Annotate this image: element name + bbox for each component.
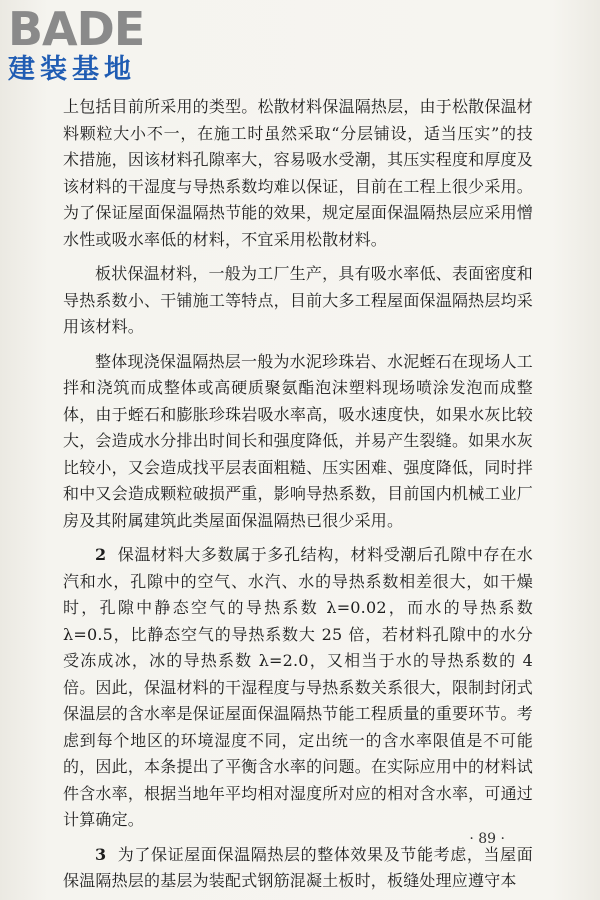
bade-logo (8, 2, 178, 86)
item-number-3: 3 (95, 844, 107, 864)
body-text (63, 94, 533, 895)
paragraph-2 (63, 261, 533, 341)
paragraph-3 (63, 349, 533, 535)
paragraph-1-text: 上包括目前所采用的类型。松散材料保温隔热层，由于松散保温材料颗粒大小不一，在施工时虽然采取“分层铺设，适当压实”的技术措施，因该材料孔隙率大，容易吸水受潮，其压实程度和厚度及该材料的干湿度与导热系数均难以保证，目前在工程上很少采用。为了保证屋面保温隔热节能的效果，规定屋面保温隔热层应采用憎水性或吸水率低的材料，不宜采用松散材料。 (63, 97, 533, 249)
paragraph-item-2 (63, 542, 533, 834)
logo-text-en: BADE (8, 2, 145, 56)
item-3-text: 为了保证屋面保温隔热层的整体效果及节能考虑，当屋面保温隔热层的基层为装配式钢筋混凝土板时，板缝处理应遵守本 (63, 844, 533, 890)
paragraph-3-text: 整体现浇保温隔热层一般为水泥珍珠岩、水泥蛭石在现场人工拌和浇筑而成整体或高硬质聚氨酯泡沫塑料现场喷涂发泡而成整体，由于蛭石和膨胀珍珠岩吸水率高，吸水速度快，如果水灰比较大，会造成水分排出时间长和强度降低，并易产生裂缝。如果水灰比较小，又会造成找平层表面粗糙、压实困难、强度降低，同时拌和中又会造成颗粒破损严重，影响导热系数，目前国内机械工业厂房及其附属建筑此类屋面保温隔热已很少采用。 (63, 351, 533, 530)
paragraph-2-text: 板状保温材料，一般为工厂生产，具有吸水率低、表面密度和导热系数小、干铺施工等特点，目前大多工程屋面保温隔热层均采用该材料。 (63, 264, 533, 336)
page-number: · 89 · (469, 831, 505, 847)
item-2-text: 保温材料大多数属于多孔结构，材料受潮后孔隙中存在水汽和水，孔隙中的空气、水汽、水的导热系数相差很大，如干燥时，孔隙中静态空气的导热系数 λ=0.02，而水的导热系数 λ=0.5，比静态空气的导热系数大 25 倍，若材料孔隙中的水分受冻成冰，冰的导热系数 λ=2.0，又相当于水的导热系数的 4 倍。因此，保温材料的干湿程度与导热系数关系很大，限制封闭式保温层的含水率是保证屋面保温隔热节能工程质量的重要环节。考虑到每个地区的环境湿度不同，定出统一的含水率限值是不可能的，因此，本条提出了平衡含水率的问题。在实际应用中的材料试件含水率，根据当地年平均相对湿度所对应的相对含水率，可通过计算确定。 (63, 545, 533, 829)
item-number-2: 2 (95, 545, 107, 564)
logo-text-cn: 建装基地 (8, 54, 136, 85)
paragraph-item-3 (63, 842, 533, 895)
paragraph-1 (63, 94, 533, 253)
